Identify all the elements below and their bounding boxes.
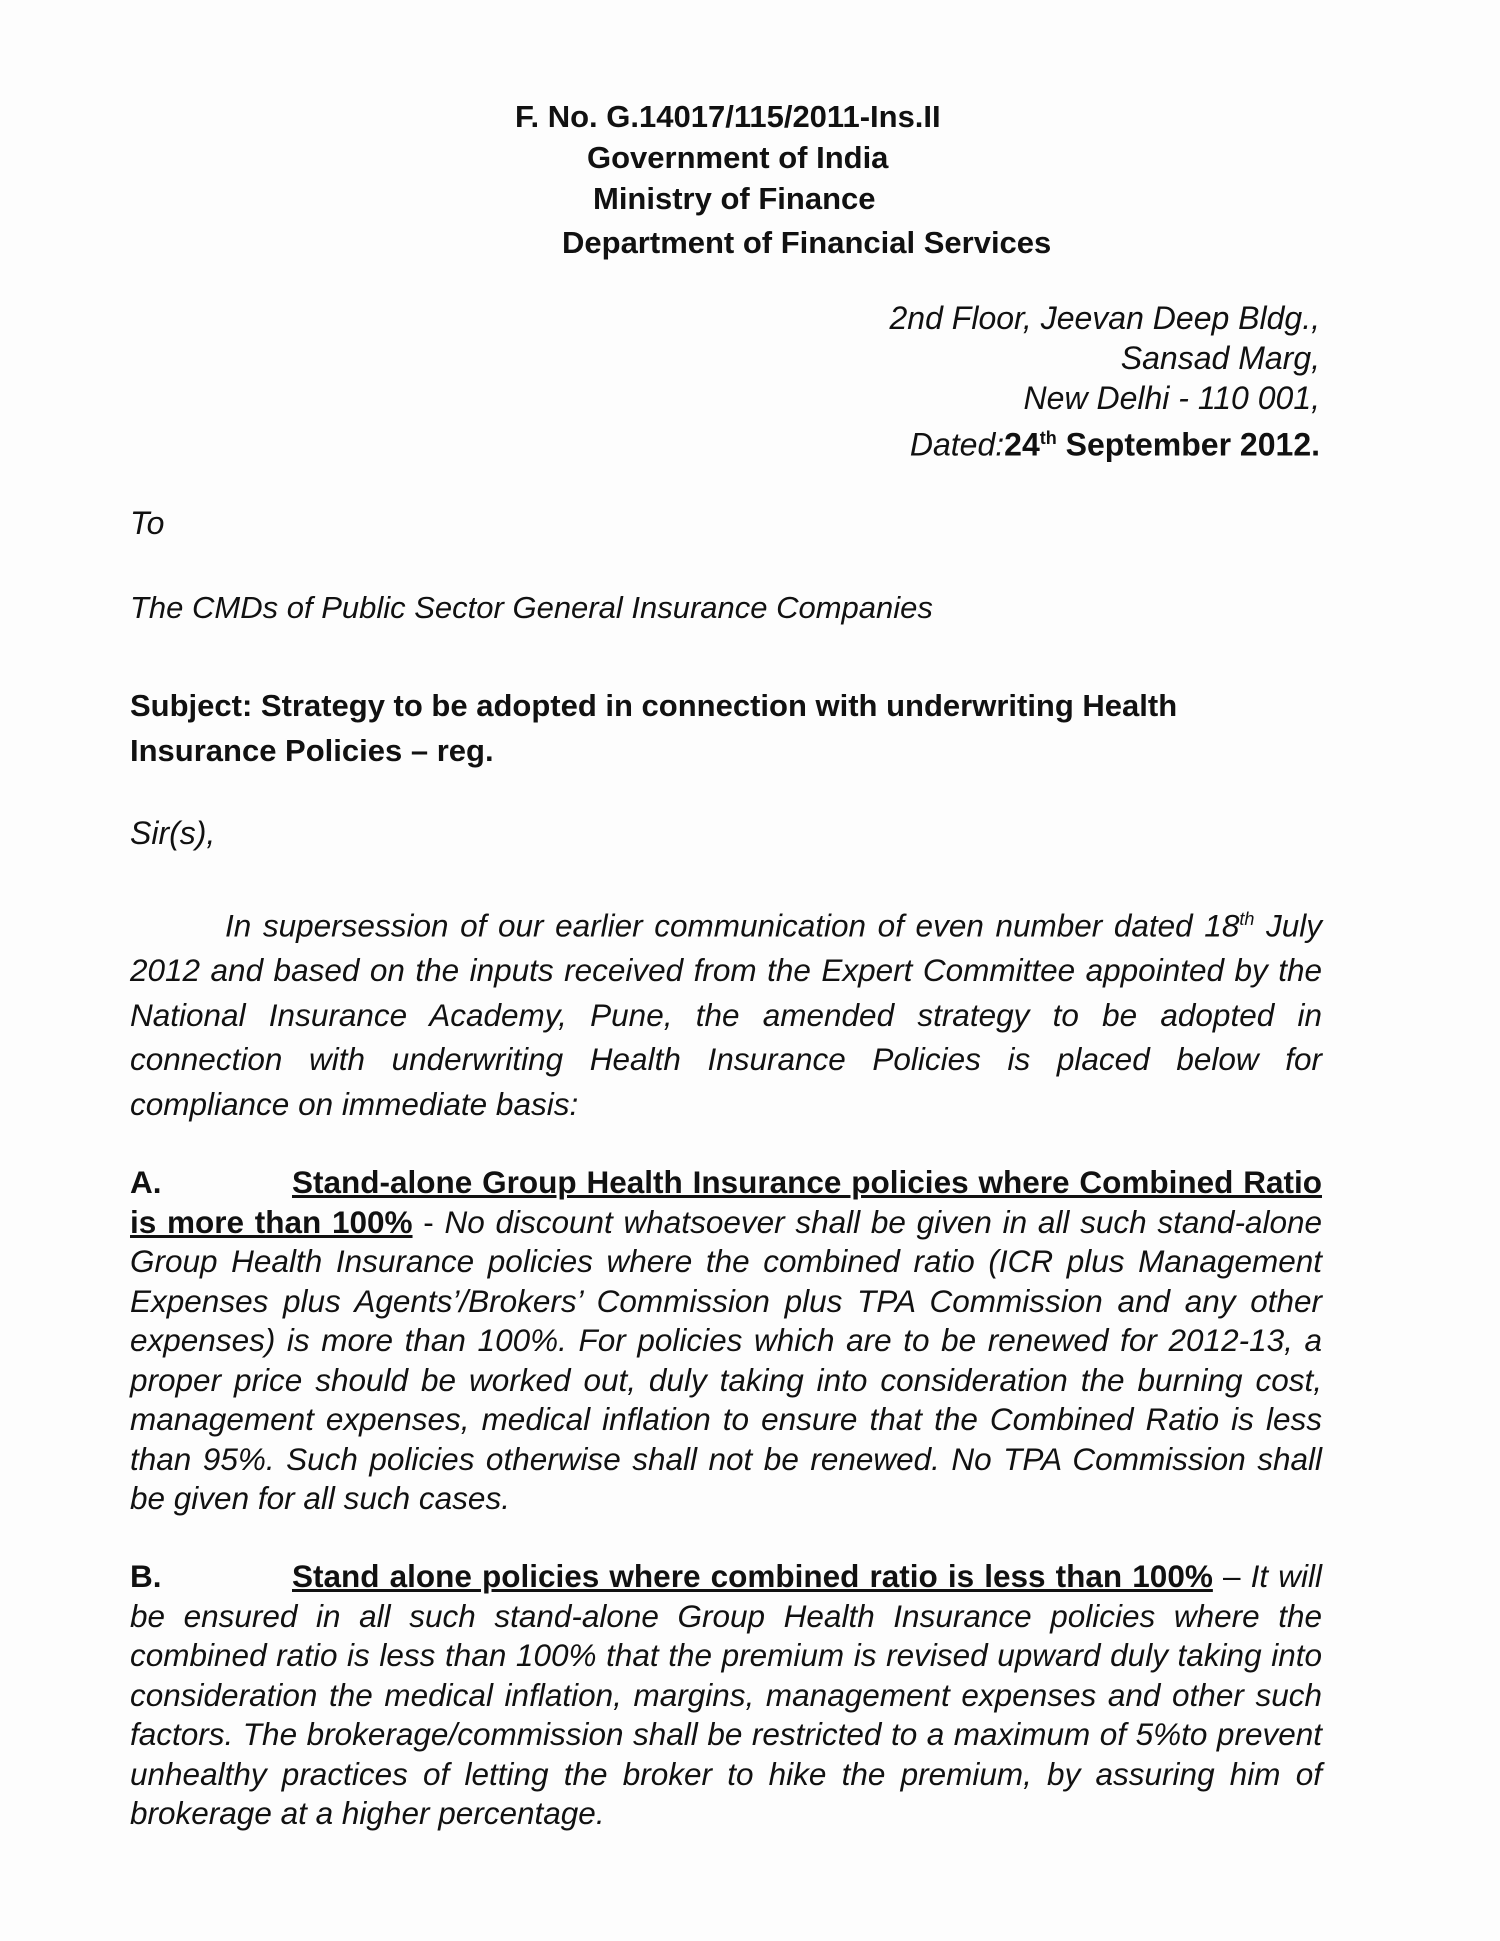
section-a-body: No discount whatsoever shall be given in all such stand-alone Group Health Insurance policies where the combined ratio (ICR plus Management Expenses plus Agents’/Brokers’ Commission plus TPA Commission and any other expenses) is more than 100%. For policies which are to be renewed for 2012-13, a proper price should be worked out, duly taking into consideration the burning cost, management expenses, medical inflation to ensure that the Combined Ratio is less than 95%. Such policies otherwise shall not be renewed. No TPA Commission shall be given for all such cases. (130, 1203, 1323, 1516)
date-month-year: September 2012. (1056, 426, 1320, 463)
section-a-heading: Stand-alone Group Health Insurance policies where Combined Ratio is more than 100% (130, 1164, 1322, 1240)
government-name: Government of India (587, 140, 889, 175)
address-line-3: New Delhi - 110 001, (1023, 380, 1320, 416)
file-number: F. No. G.14017/115/2011-Ins.II (515, 99, 941, 134)
section-b-letter: B. (130, 1558, 162, 1594)
ministry-name: Ministry of Finance (593, 181, 876, 216)
letter-header (0, 96, 1500, 260)
section-a-letter: A. (130, 1164, 162, 1200)
date-suffix: th (1039, 428, 1057, 448)
intro-text-part-2: July 2012 and based on the inputs received from the Expert Committee appointed by the National Insurance Academy, Pune, the amended strategy to be adopted in connection with underwriting Health Insurance Policies is placed below for compliance on immediate basis: (130, 907, 1322, 1122)
salutation: Sir(s), (130, 815, 216, 851)
section-b (130, 1557, 1322, 1834)
to-label: To (130, 505, 165, 541)
date-day: 24 (1004, 426, 1040, 463)
address-line-1: 2nd Floor, Jeevan Deep Bldg., (889, 300, 1320, 336)
intro-superscript: th (1239, 909, 1255, 929)
addressee: The CMDs of Public Sector General Insurance Companies (130, 590, 933, 625)
department-name: Department of Financial Services (562, 225, 1052, 260)
sender-address (890, 298, 1321, 465)
intro-paragraph (130, 897, 1322, 1126)
section-a-dash: - (412, 1203, 445, 1240)
section-b-dash: – (1212, 1558, 1251, 1594)
date-label: Dated: (909, 426, 1005, 463)
subject-line: Subject: Strategy to be adopted in connection with underwriting Health Insurance Policies – reg. (130, 688, 1178, 768)
address-line-2: Sansad Marg, (1120, 340, 1320, 376)
section-b-body: It will be ensured in all such stand-alone Group Health Insurance policies where the combined ratio is less than 100% that the premium is revised upward duly taking into consideration the medical inflation, margins, management expenses and other such factors. The brokerage/commission shall be restricted to a maximum of 5%to prevent unhealthy practices of letting the broker to hike the premium, by assuring him of brokerage at a higher percentage. (130, 1558, 1322, 1831)
section-a (130, 1163, 1322, 1519)
intro-text-part-1: In supersession of our earlier communication of even number dated 18 (225, 907, 1240, 944)
letter-date (890, 418, 1321, 465)
section-b-heading: Stand alone policies where combined ratio is less than 100% (292, 1558, 1213, 1594)
